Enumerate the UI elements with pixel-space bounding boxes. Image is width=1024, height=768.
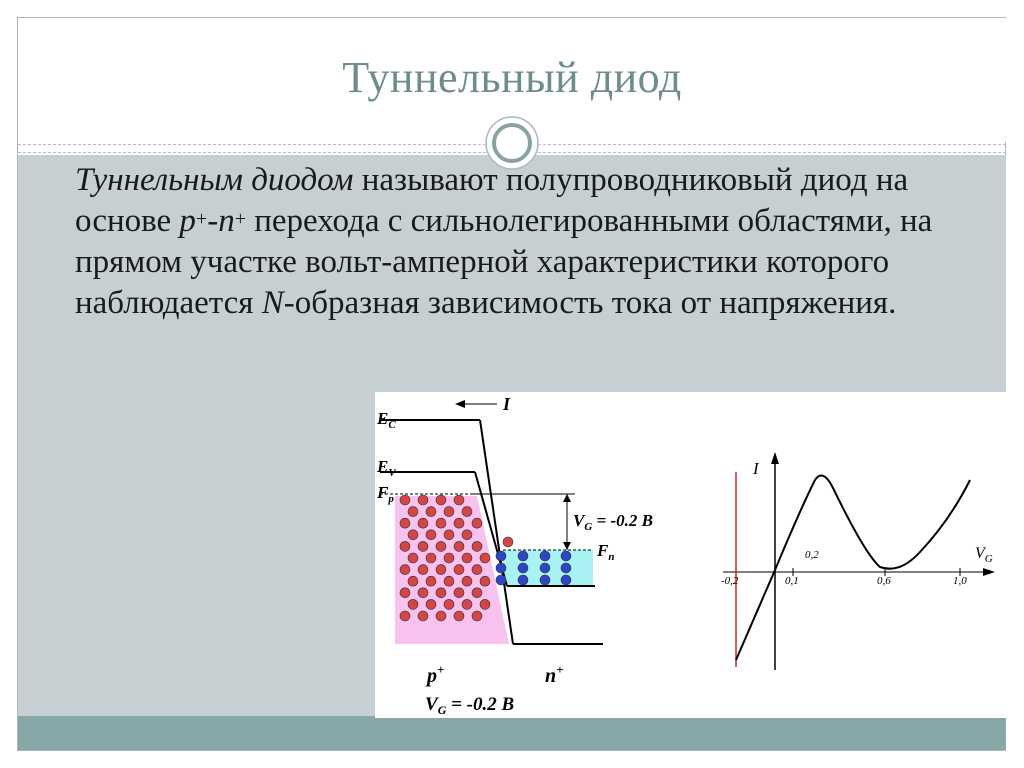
ev-label: $E_V$ (377, 457, 396, 479)
hole-dot (400, 518, 410, 528)
n-shape-letter: N (261, 285, 284, 321)
hole-dot (472, 611, 482, 621)
vg-inline-label: $V_G = -0.2$ B (573, 511, 653, 533)
hole-dot (408, 553, 418, 563)
hole-dot (400, 565, 410, 575)
paragraph-text-1: называют полупроводниковый диод на основе (75, 162, 909, 239)
hole-dot (444, 553, 454, 563)
hole-dot (418, 588, 428, 598)
hole-dot (472, 588, 482, 598)
hole-dot (444, 576, 454, 586)
p-region-fill (395, 496, 509, 644)
hole-dot (454, 611, 464, 621)
hole-dot (503, 537, 513, 547)
p-plus: + (195, 208, 208, 230)
vg-arrow-bottom (563, 542, 571, 550)
hole-dot (418, 565, 428, 575)
hole-dot (436, 518, 446, 528)
n-letter: n (218, 203, 235, 239)
hole-dot (408, 576, 418, 586)
electron-dot (518, 551, 528, 561)
p-letter: p (179, 203, 196, 239)
footer-bar (18, 716, 1006, 750)
hole-dot (408, 599, 418, 609)
hole-dot (426, 599, 436, 609)
hole-dot (454, 588, 464, 598)
hole-dot (400, 588, 410, 598)
fp-label: $F_p$ (377, 483, 394, 505)
current-arrow-head (455, 400, 465, 408)
slide-title: Туннельный диод (342, 53, 682, 102)
hole-dot (472, 541, 482, 551)
dash-text: - (207, 203, 219, 239)
hole-dot (400, 495, 410, 505)
ec-label: $E_C$ (377, 409, 396, 431)
hole-dot (436, 541, 446, 551)
iv-chart (721, 452, 995, 670)
x-axis-arrow (983, 568, 995, 576)
vg-arrow-top (563, 494, 571, 502)
hole-dot (418, 495, 428, 505)
hole-dot (436, 565, 446, 575)
electron-dot (496, 563, 506, 573)
iv-y-label: I (753, 459, 759, 478)
current-label: I (503, 394, 511, 414)
hole-dot (426, 576, 436, 586)
hole-dot (444, 507, 454, 517)
n-plus: + (234, 208, 246, 230)
electron-dot (540, 575, 550, 585)
hole-dot (408, 507, 418, 517)
vg-bottom-label: $V_G = -0.2$ B (425, 694, 515, 717)
hole-dot (472, 518, 482, 528)
hole-dot (426, 507, 436, 517)
hole-dot (444, 599, 454, 609)
hole-dot (454, 518, 464, 528)
definition-paragraph (75, 160, 1010, 324)
electron-dot (540, 551, 550, 561)
hole-dot (480, 599, 490, 609)
hole-dot (408, 530, 418, 540)
hole-dot (480, 576, 490, 586)
p-plus-label: p+ (427, 662, 445, 687)
hole-dot (462, 553, 472, 563)
figure-svg (375, 392, 1006, 718)
hole-dot (462, 576, 472, 586)
electron-dot (561, 575, 571, 585)
electron-dot (496, 551, 506, 561)
electron-dot (518, 575, 528, 585)
iv-x-label: $V_G$ (975, 545, 993, 565)
term-text: Туннельным диодом (75, 162, 354, 198)
hole-dot (436, 495, 446, 505)
hole-dot (400, 611, 410, 621)
hole-dot (444, 530, 454, 540)
hole-dot (462, 530, 472, 540)
n-plus-label: n+ (545, 662, 564, 687)
hole-dot (400, 541, 410, 551)
paragraph-text-2: перехода с сильнолегированными областями, на прямом участке вольт-амперной характеристики которого наблюдается (75, 203, 933, 321)
iv-curve (736, 476, 970, 661)
hole-dot (436, 588, 446, 598)
tick-label-0-1: 0,1 (785, 575, 799, 587)
tick-label-neg-0-2: -0,2 (721, 575, 739, 587)
hole-dot (426, 530, 436, 540)
hole-dot (418, 518, 428, 528)
tick-label-1-0: 1,0 (953, 575, 967, 587)
electron-dot (496, 575, 506, 585)
hole-dot (462, 599, 472, 609)
tick-label-0-6: 0,6 (877, 575, 891, 587)
electron-dot (540, 563, 550, 573)
band-diagram (376, 394, 653, 717)
hole-dot (454, 495, 464, 505)
electron-dot (518, 563, 528, 573)
hole-dot (462, 507, 472, 517)
hole-dot (480, 553, 490, 563)
figure-panel (375, 392, 1006, 718)
hole-dot (454, 565, 464, 575)
hole-dot (418, 541, 428, 551)
paragraph-text-3: -образная зависимость тока от напряжения. (283, 285, 897, 321)
hole-dot (454, 541, 464, 551)
hole-dot (418, 611, 428, 621)
hole-dot (472, 565, 482, 575)
peak-voltage-label: 0,2 (805, 549, 819, 561)
electron-dot (561, 563, 571, 573)
hole-dot (436, 611, 446, 621)
hole-dot (426, 553, 436, 563)
electron-dot (561, 551, 571, 561)
y-axis-arrow (771, 452, 779, 464)
fn-label: $F_n$ (597, 541, 615, 563)
